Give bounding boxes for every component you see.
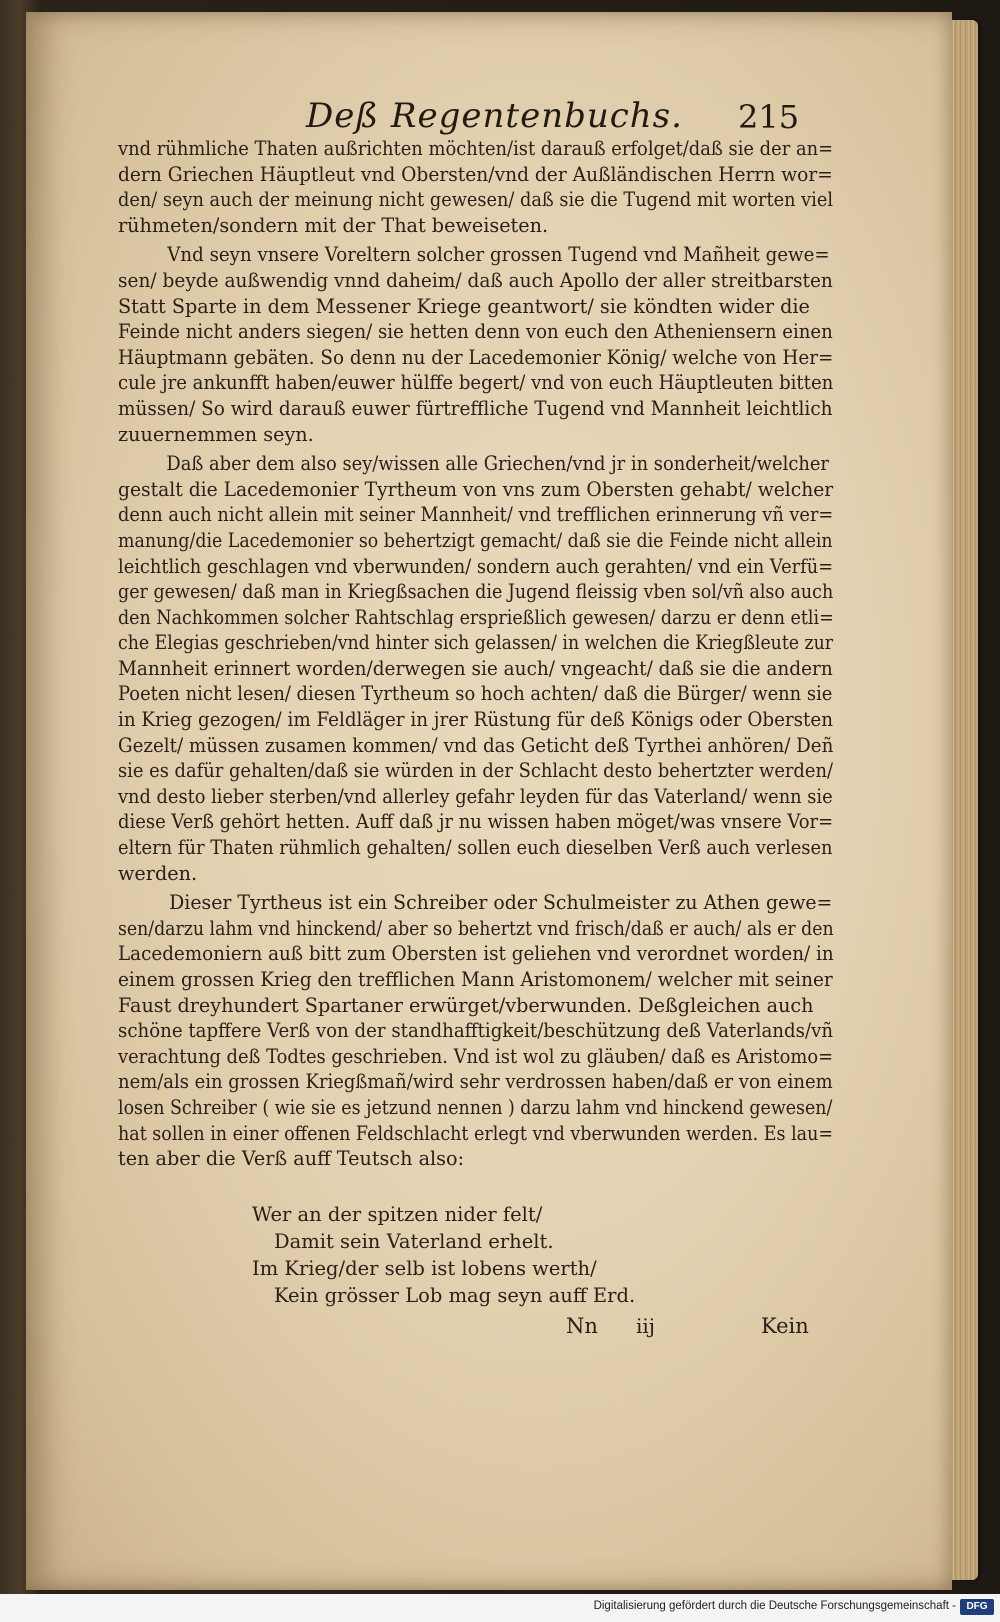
text-line: Lacedemoniern auß bitt zum Obersten ist geliehen vnd verordnet worden/ in — [118, 942, 834, 966]
text-line: losen Schreiber ( wie sie es jetzund nennen ) darzu lahm vnd hinckend gewesen/ — [118, 1095, 833, 1119]
text-line: ger gewesen/ daß man in Kriegßsachen die Jugend fleissig vben sol/vñ also auch — [118, 580, 834, 604]
book-fore-edge — [952, 20, 978, 1580]
text-line: sen/darzu lahm vnd hinckend/ aber so behertzt vnd frisch/daß er auch/ als er den — [118, 916, 834, 940]
text-line: rühmeten/sondern mit der That beweiseten. — [118, 213, 549, 237]
body-text — [118, 136, 833, 1172]
text-line: sen/ beyde außwendig vnnd daheim/ daß auch Apollo der aller streitbarsten — [118, 268, 833, 292]
text-line: zuuernemmen seyn. — [118, 422, 314, 446]
text-line: verachtung deß Todtes geschrieben. Vnd ist wol zu gläuben/ daß es Aristomo= — [118, 1044, 834, 1068]
text-line: Feinde nicht anders siegen/ sie hetten denn von euch den Atheniensern einen — [118, 320, 833, 344]
text-line: einem grossen Krieg den trefflichen Mann Aristomonem/ welcher mit seiner — [118, 968, 833, 991]
text-line: schöne tapffere Verß von der standhafftigkeit/beschützung deß Vaterlands/vñ — [118, 1019, 834, 1043]
footer-credit: Digitalisierung gefördert durch die Deutsche Forschungsgemeinschaft - — [593, 1600, 956, 1612]
book-page — [26, 12, 952, 1590]
verse-line: Wer an der spitzen nider felt/ — [252, 1203, 543, 1226]
text-line: Häuptmann gebäten. So denn nu der Lacedemonier König/ welche von Her= — [118, 345, 834, 369]
text-line: in Krieg gezogen/ im Feldläger in jrer Rüstung für deß Königs oder Obersten — [118, 708, 833, 732]
text-line: Daß aber dem also sey/wissen alle Griechen/vnd jr in sonderheit/welcher — [166, 452, 829, 476]
text-line: den/ seyn auch der meinung nicht gewesen/ daß sie die Tugend mit worten viel — [118, 188, 834, 212]
signature-mark: Nn — [566, 1314, 598, 1338]
footer-bar — [0, 1594, 1000, 1622]
text-line: hat sollen in einer offenen Feldschlacht erlegt vnd vberwunden werden. Es lau= — [118, 1121, 834, 1145]
text-line: Mannheit erinnert worden/derwegen sie auch/ vngeacht/ daß sie die andern — [118, 656, 833, 680]
text-line: dern Griechen Häuptleut vnd Obersten/vnd der Außländischen Herrn wor= — [118, 162, 833, 186]
text-line: che Elegias geschrieben/vnd hinter sich gelassen/ in welchen die Kriegßleute zur — [118, 631, 834, 655]
verse-block — [252, 1201, 672, 1309]
running-head: Deß Regentenbuchs. — [306, 96, 683, 136]
text-line: Faust dreyhundert Spartaner erwürget/vberwunden. Deßgleichen auch — [118, 993, 814, 1017]
catchword: Kein — [761, 1314, 809, 1338]
verse-line: Damit sein Vaterland erhelt. — [274, 1230, 554, 1253]
text-line: ten aber die Verß auff Teutsch also: — [118, 1147, 465, 1171]
text-line: leichtlich geschlagen vnd vberwunden/ sondern auch gerahten/ vnd ein Verfü= — [118, 554, 834, 578]
verse-line: Kein grösser Lob mag seyn auff Erd. — [274, 1284, 636, 1307]
text-line: werden. — [118, 861, 198, 885]
text-line: nem/als ein grossen Kriegßmañ/wird sehr verdrossen haben/daß er von einem — [118, 1070, 833, 1094]
text-line: vnd desto lieber sterben/vnd allerley gefahr leyden für das Vaterland/ wenn sie — [118, 784, 833, 808]
text-line: Gezelt/ müssen zusamen kommen/ vnd das Geticht deß Tyrthei anhören/ Deñ — [118, 733, 834, 757]
text-line: cule jre ankunfft haben/euwer hülffe begert/ vnd von euch Häuptleuten bitten — [118, 371, 834, 395]
text-line: Statt Sparte in dem Messener Kriege geantwort/ sie köndten wider die — [118, 294, 810, 318]
text-line: denn auch nicht allein mit seiner Mannheit/ vnd trefflichen erinnerung vñ ver= — [118, 503, 834, 527]
signature-number: iij — [636, 1314, 655, 1338]
text-line: diese Verß gehört hetten. Auff daß jr nu wissen haben möget/was vnsere Vor= — [118, 810, 834, 834]
text-line: den Nachkommen solcher Rahtschlag ersprießlich gewesen/ darzu er denn etli= — [118, 605, 834, 629]
text-line: Dieser Tyrtheus ist ein Schreiber oder Schulmeister zu Athen gewe= — [169, 891, 833, 915]
folio-number: 215 — [738, 98, 800, 136]
text-line: vnd rühmliche Thaten außrichten möchten/ist darauß erfolget/daß sie der an= — [118, 137, 834, 160]
text-line: sie es dafür gehalten/daß sie würden in der Schlacht desto behertzter werden/ — [118, 759, 833, 783]
text-line: manung/die Lacedemonier so behertzigt gemacht/ daß sie die Feinde nicht allein — [118, 528, 833, 552]
verse-line: Im Krieg/der selb ist lobens werth/ — [252, 1257, 597, 1280]
text-line: müssen/ So wird darauß euwer fürtreffliche Tugend vnd Mannheit leichtlich — [118, 396, 833, 420]
dfg-logo: DFG — [960, 1599, 994, 1615]
text-line: Vnd seyn vnsere Voreltern solcher grossen Tugend vnd Mañheit gewe= — [167, 243, 830, 267]
text-line: Poeten nicht lesen/ diesen Tyrtheum so hoch achten/ daß die Bürger/ wenn sie — [118, 682, 833, 706]
text-line: eltern für Thaten rühmlich gehalten/ sollen euch dieselben Verß auch verlesen — [118, 836, 833, 860]
text-line: gestalt die Lacedemonier Tyrtheum von vns zum Obersten gehabt/ welcher — [118, 477, 834, 501]
